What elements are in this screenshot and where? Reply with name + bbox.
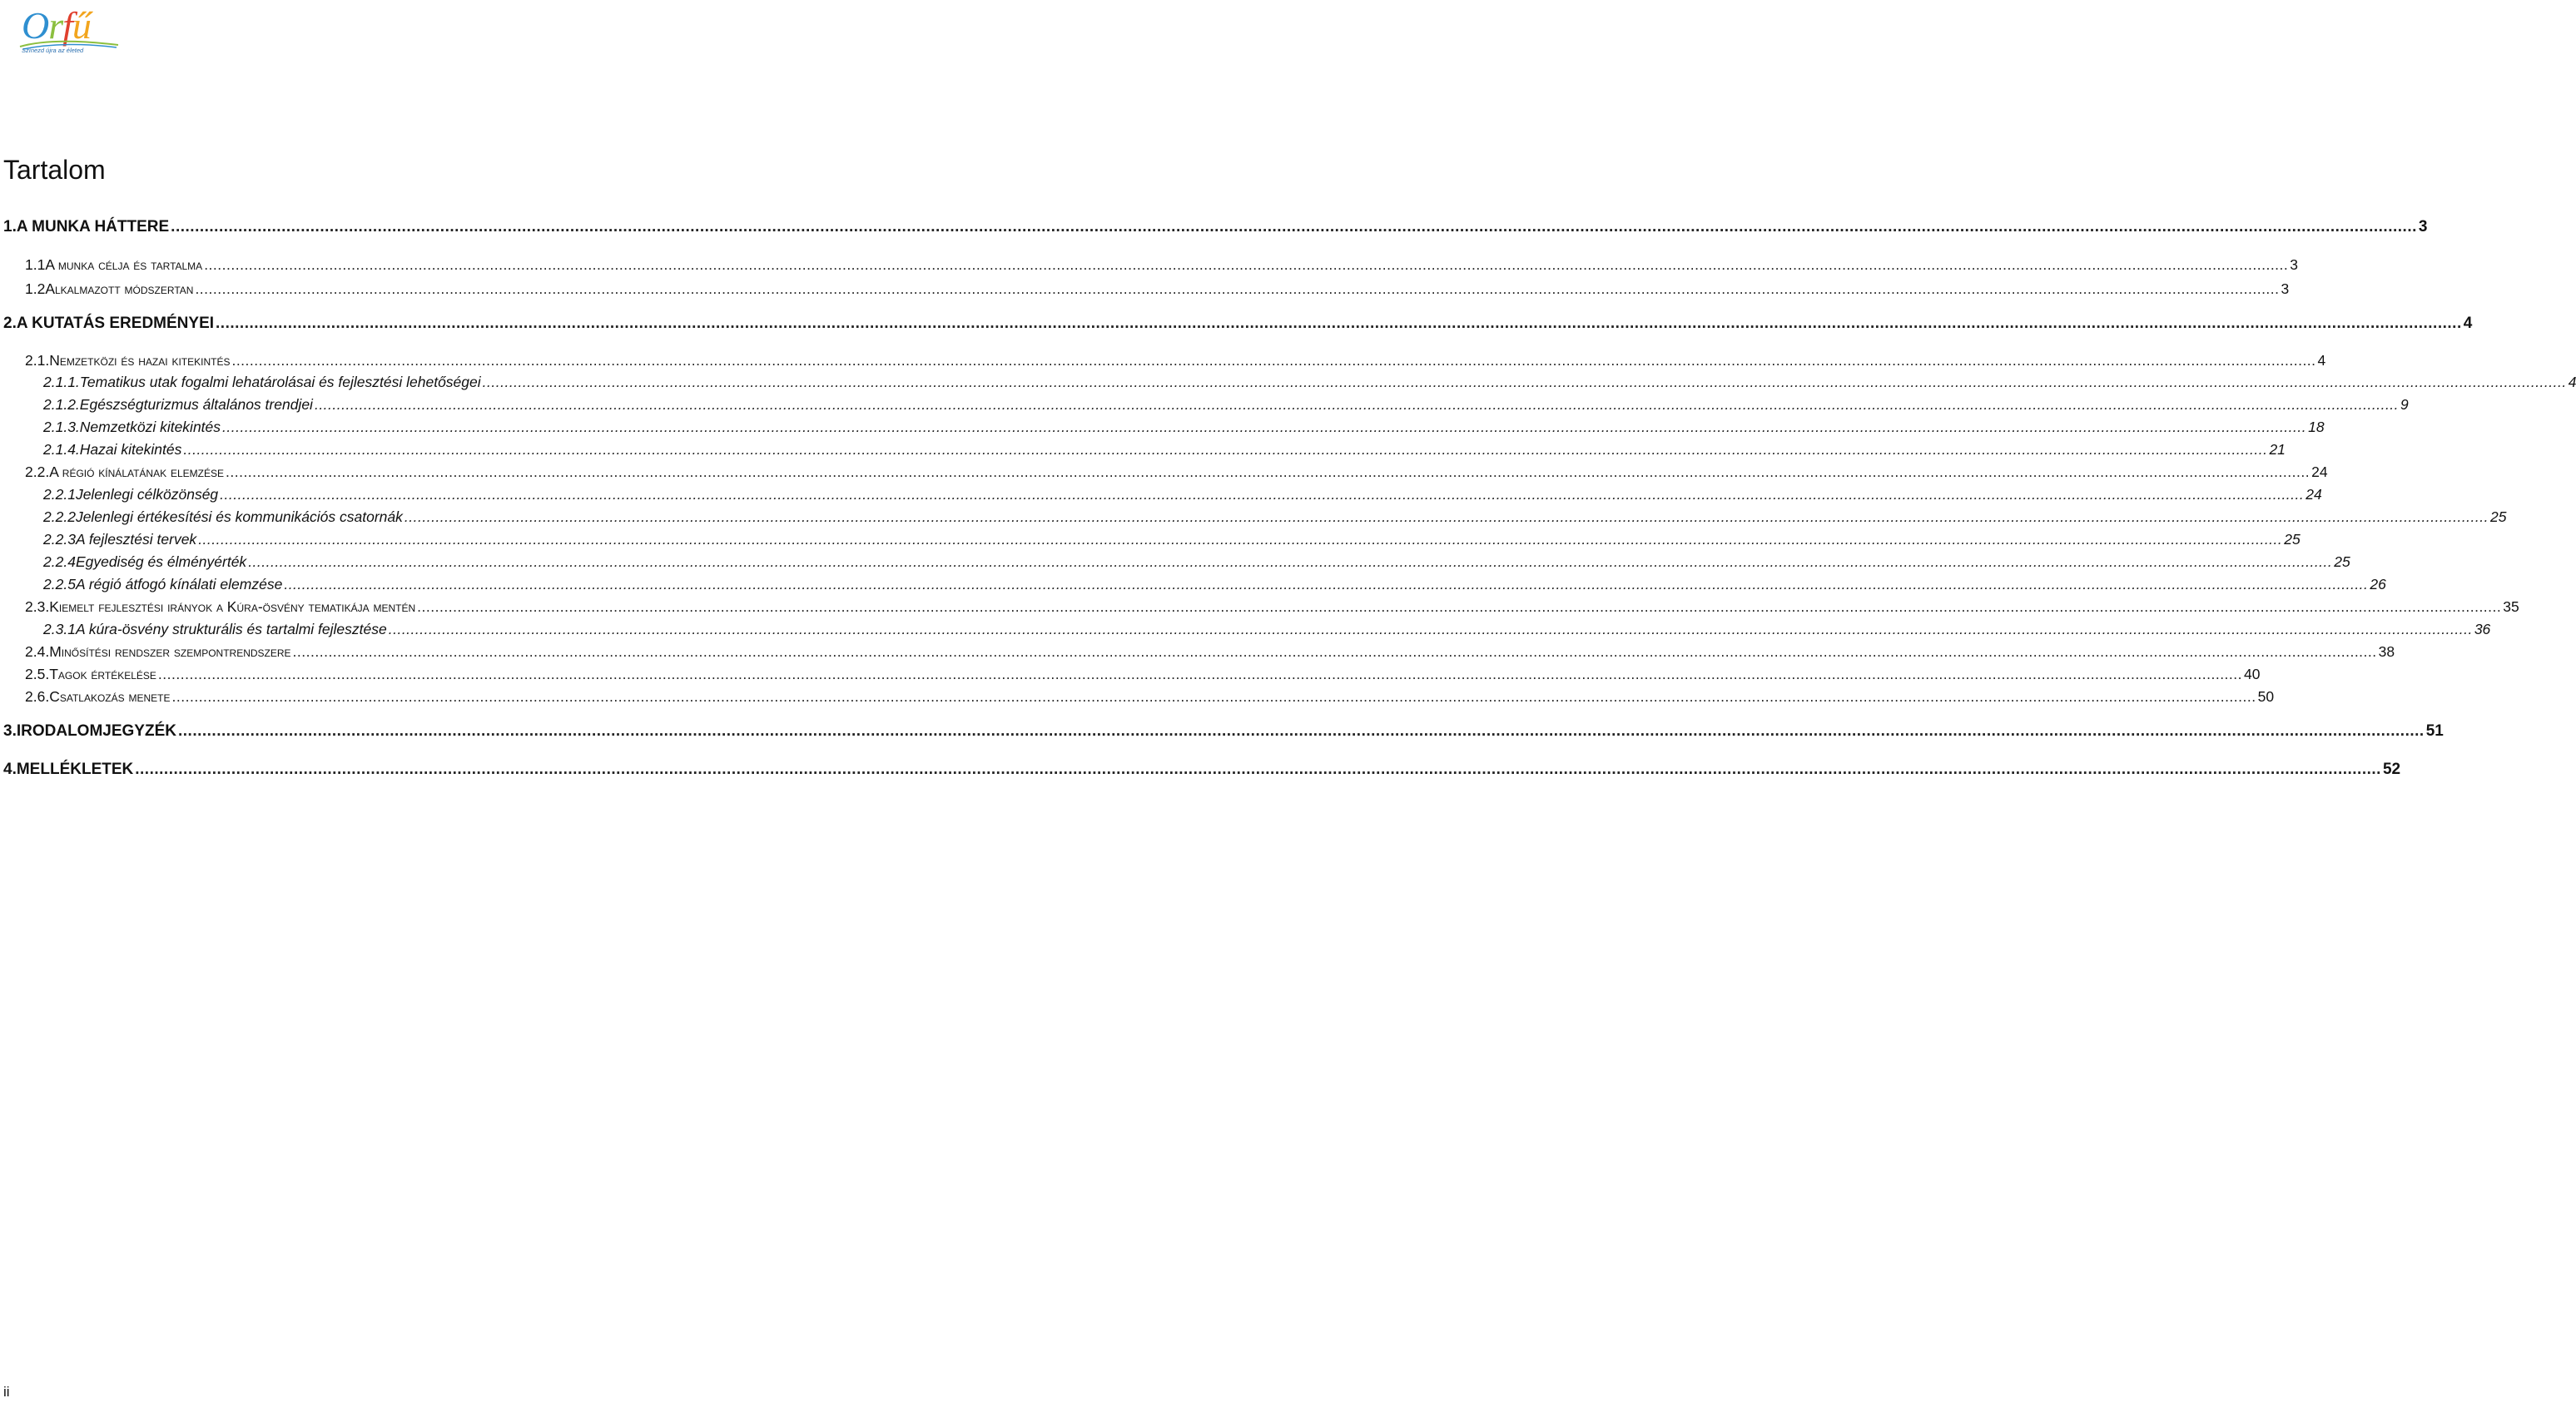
toc-entry-2-4[interactable] (25, 641, 2395, 662)
toc-leader (315, 394, 2399, 415)
toc-leader (417, 596, 2501, 617)
toc-leader (178, 721, 2425, 742)
toc-leader (171, 216, 2417, 238)
toc-leader (405, 506, 2489, 528)
toc-leader (198, 528, 2282, 550)
toc-page: 40 (2244, 666, 2261, 682)
toc-page: 9 (2400, 396, 2409, 413)
toc-entry-2-3[interactable] (25, 596, 2519, 617)
toc-entry-2-3-1[interactable] (43, 618, 2491, 640)
toc-label: A régió kínálatának elemzése (49, 464, 224, 480)
toc-label: Tematikus utak fogalmi lehatárolásai és fejlesztési lehetőségei (79, 374, 481, 390)
toc-entry-1[interactable] (3, 216, 2428, 238)
toc-number: 2.2.5 (43, 576, 76, 592)
toc-leader (183, 439, 2267, 460)
toc-entry-2-2-4[interactable] (43, 551, 2350, 573)
toc-number: 2.2.3 (43, 531, 76, 548)
toc-entry-2-2-2[interactable] (43, 506, 2507, 528)
toc-number: 2.4. (25, 643, 50, 660)
toc-entry-2-2-1[interactable] (43, 483, 2322, 505)
toc-label: Nemzetközi és hazai kitekintés (49, 352, 231, 369)
toc-label: Alkalmazott módszertan (45, 280, 194, 297)
toc-leader (195, 278, 2279, 300)
toc-number: 2.2.2 (43, 508, 76, 525)
toc-number: 2.1.3. (43, 419, 80, 435)
toc-label: Csatlakozás menete (49, 688, 171, 705)
toc-leader (226, 461, 2310, 483)
toc-number: 2.2. (25, 464, 50, 480)
toc-page: 52 (2382, 761, 2401, 778)
toc-entry-3[interactable] (3, 721, 2444, 742)
toc-leader (389, 618, 2473, 640)
toc-number: 2.2.4 (43, 553, 76, 570)
toc-page: 3 (2290, 256, 2299, 273)
toc-entry-2-1-2[interactable] (43, 394, 2409, 415)
toc-leader (293, 641, 2377, 662)
toc-entry-2-5[interactable] (25, 663, 2261, 685)
toc-number: 1.2 (25, 280, 46, 297)
toc-number: 2.6. (25, 688, 50, 705)
toc-page: 50 (2257, 688, 2275, 705)
toc-label: A régió átfogó kínálati elemzése (75, 576, 283, 592)
toc-label: A kúra-ösvény strukturális és tartalmi fejlesztése (75, 621, 387, 637)
toc-number: 2.1.1. (43, 374, 80, 390)
toc-number: 3. (3, 722, 17, 740)
toc-page: 21 (2269, 441, 2286, 458)
toc-label: A MUNKA HÁTTERE (16, 218, 170, 235)
toc-entry-2[interactable] (3, 313, 2473, 335)
toc-page: 24 (2305, 486, 2322, 503)
toc-label: MELLÉKLETEK (16, 761, 134, 778)
toc-page: 25 (2334, 553, 2350, 570)
toc-label: Hazai kitekintés (79, 441, 182, 458)
toc-label: Egészségturizmus általános trendjei (79, 396, 313, 413)
toc-leader (204, 254, 2288, 275)
toc-label: Jelenlegi célközönség (75, 486, 219, 503)
toc-leader (222, 416, 2306, 438)
toc-label: Jelenlegi értékesítési és kommunikációs csatornák (75, 508, 403, 525)
toc-label: Minősítési rendszer szempontrendszere (49, 643, 291, 660)
toc-label: Nemzetközi kitekintés (79, 419, 221, 435)
toc-page: 51 (2425, 722, 2444, 740)
toc-number: 2.1. (25, 352, 50, 369)
toc-number: 2.3. (25, 598, 50, 615)
toc-entry-1-2[interactable] (25, 278, 2290, 300)
toc-page: 18 (2308, 419, 2325, 435)
toc-leader (231, 350, 2315, 371)
toc-leader (135, 759, 2381, 781)
page-number: ii (3, 1384, 10, 1400)
orfu-logo (18, 5, 122, 60)
toc-page: 3 (2281, 280, 2290, 297)
toc-entry-2-1[interactable] (25, 350, 2326, 371)
toc-label: Kiemelt fejlesztési irányok a Kúra-ösvény tematikája mentén (49, 598, 416, 615)
toc-number: 2.3.1 (43, 621, 76, 637)
toc-number: 1.1 (25, 256, 46, 273)
toc-page: 25 (2284, 531, 2301, 548)
toc-number: 1. (3, 218, 17, 235)
toc-entry-2-2[interactable] (25, 461, 2328, 483)
page-title: Tartalom (3, 155, 106, 185)
toc-entry-4[interactable] (3, 759, 2401, 781)
toc-number: 4. (3, 761, 17, 778)
toc-number: 2.1.2. (43, 396, 80, 413)
toc-label: IRODALOMJEGYZÉK (16, 722, 176, 740)
logo-wordmark: Orfű (22, 4, 91, 47)
toc-label: Egyediség és élményérték (75, 553, 247, 570)
toc-entry-2-2-5[interactable] (43, 573, 2386, 595)
toc-page: 26 (2370, 576, 2386, 592)
toc-entry-1-1[interactable] (25, 254, 2299, 275)
toc-leader (158, 663, 2242, 685)
toc-page: 4 (2317, 352, 2326, 369)
toc-entry-2-1-4[interactable] (43, 439, 2286, 460)
toc-page: 3 (2418, 218, 2428, 235)
toc-label: A munka célja és tartalma (45, 256, 203, 273)
toc-label: A fejlesztési tervek (75, 531, 197, 548)
toc-number: 2.2.1 (43, 486, 76, 503)
toc-leader (172, 686, 2256, 707)
toc-page: 24 (2311, 464, 2328, 480)
toc-number: 2. (3, 315, 17, 332)
toc-page: 25 (2490, 508, 2507, 525)
toc-page: 4 (2568, 374, 2576, 390)
toc-page: 36 (2474, 621, 2491, 637)
toc-leader (216, 313, 2462, 335)
toc-page: 38 (2378, 643, 2395, 660)
toc-number: 2.5. (25, 666, 50, 682)
toc-entry-2-1-1[interactable] (43, 371, 2576, 393)
logo-tagline: Színezd újra az életed (22, 47, 84, 54)
toc-leader (220, 483, 2304, 505)
toc-label: Tagok értékelése (49, 666, 156, 682)
toc-page: 35 (2503, 598, 2519, 615)
toc-number: 2.1.4. (43, 441, 80, 458)
toc-entry-2-1-3[interactable] (43, 416, 2325, 438)
toc-label: A KUTATÁS EREDMÉNYEI (16, 315, 215, 332)
toc-entry-2-6[interactable] (25, 686, 2275, 707)
toc-page: 4 (2463, 315, 2473, 332)
toc-leader (284, 573, 2368, 595)
toc-leader (483, 371, 2567, 393)
toc-entry-2-2-3[interactable] (43, 528, 2301, 550)
toc-leader (248, 551, 2332, 573)
